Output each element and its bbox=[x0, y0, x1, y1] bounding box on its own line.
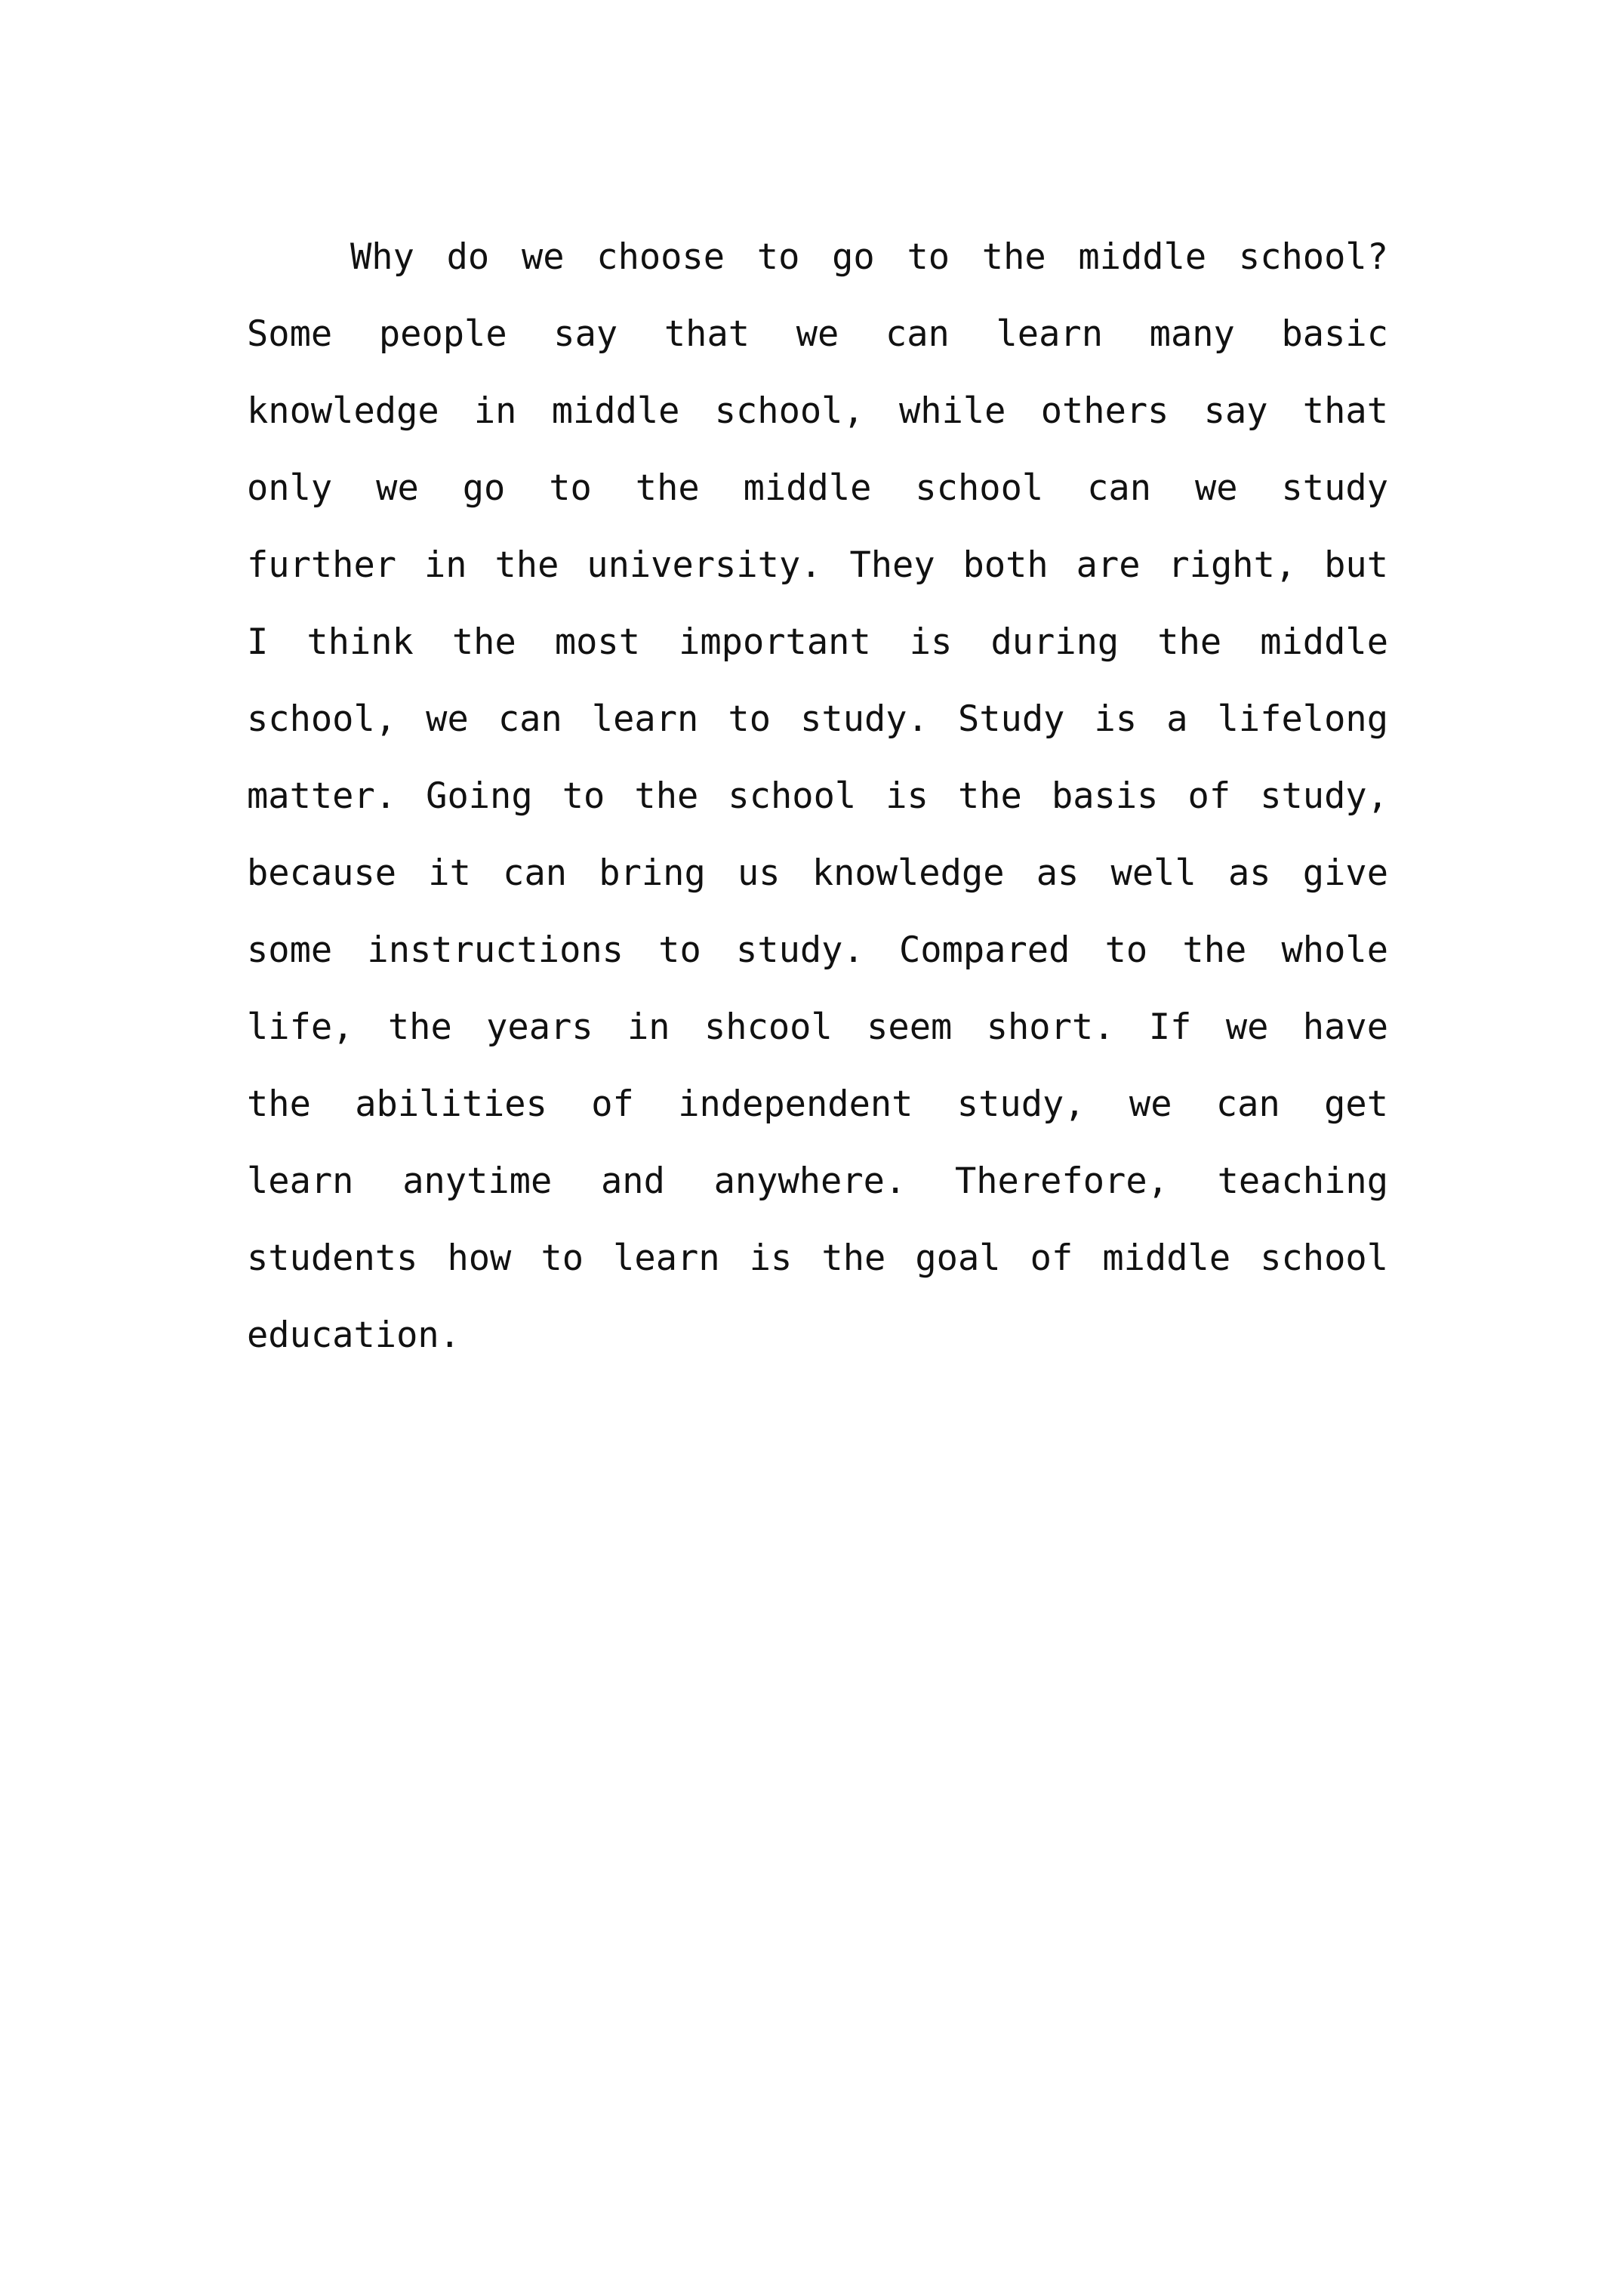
paragraph-line: some instructions to study. Compared to the whole bbox=[247, 929, 1388, 971]
paragraph-line: education. bbox=[247, 1314, 460, 1356]
paragraph-line: I think the most important is during the middle bbox=[247, 621, 1388, 663]
essay-paragraph bbox=[247, 219, 1388, 1374]
paragraph-line: Some people say that we can learn many basic bbox=[247, 313, 1388, 355]
paragraph-line: matter. Going to the school is the basis of study, bbox=[247, 775, 1388, 817]
paragraph-line: only we go to the middle school can we study bbox=[247, 467, 1388, 509]
paragraph-line: knowledge in middle school, while others say that bbox=[247, 390, 1388, 432]
paragraph-line: further in the university. They both are right, but bbox=[247, 544, 1388, 586]
paragraph-line: Why do we choose to go to the middle school? bbox=[350, 236, 1388, 278]
paragraph-line: life, the years in shcool seem short. If we have bbox=[247, 1006, 1388, 1048]
paragraph-line: students how to learn is the goal of middle school bbox=[247, 1237, 1388, 1279]
paragraph-line: because it can bring us knowledge as well as give bbox=[247, 852, 1388, 894]
paragraph-line: the abilities of independent study, we can get bbox=[247, 1083, 1388, 1125]
paragraph-line: school, we can learn to study. Study is a lifelong bbox=[247, 698, 1388, 740]
paragraph-line: learn anytime and anywhere. Therefore, teaching bbox=[247, 1160, 1388, 1202]
